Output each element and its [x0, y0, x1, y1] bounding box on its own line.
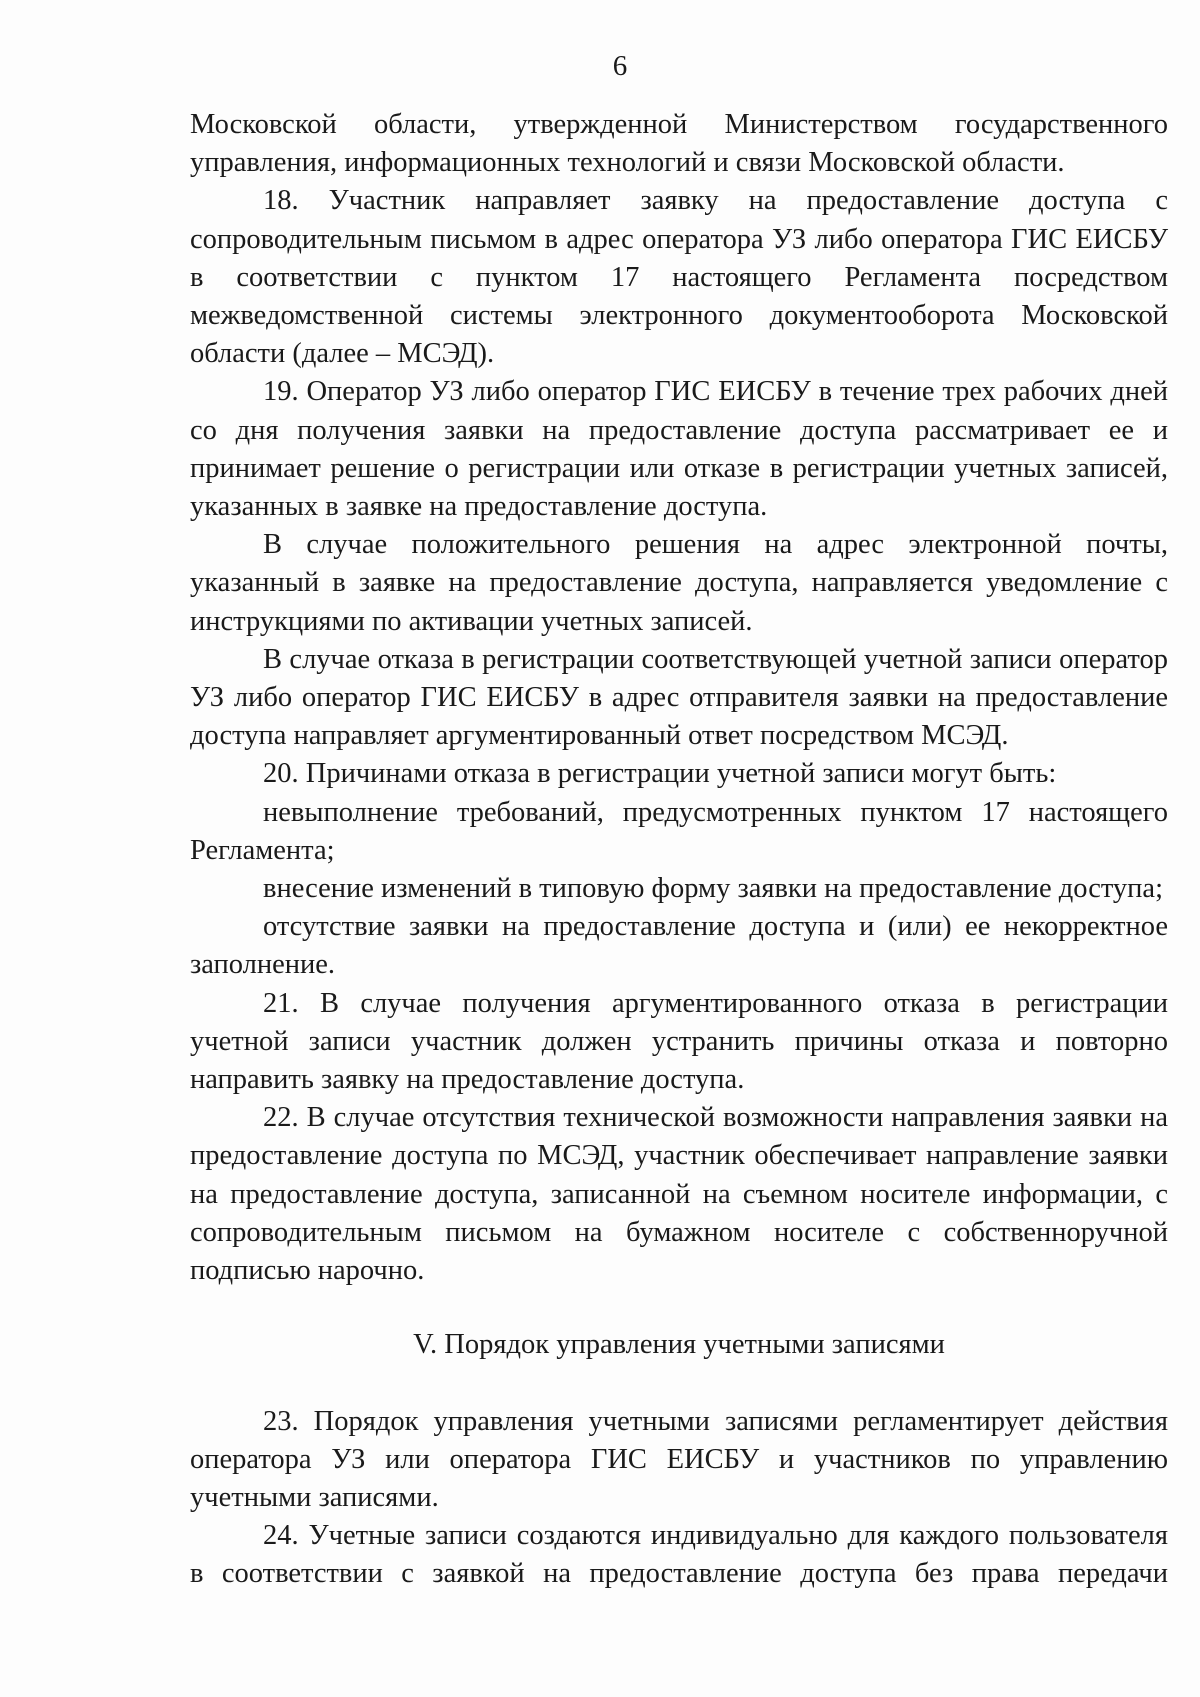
- section-heading: V. Порядок управления учетными записями: [413, 1329, 945, 1361]
- paragraph-19: 19. Оператор УЗ либо оператор ГИС ЕИСБУ в течение трех рабочих дней со дня получения заявки на предоставление доступа рассматривает ее и принимает решение о регистрации или отказе в регистрации учетных записей, указанных в заявке на предоставление доступа.: [190, 376, 1168, 523]
- refusal-reason-2: внесение изменений в типовую форму заявки на предоставление доступа;: [263, 873, 1164, 905]
- paragraph-positive-decision: В случае положительного решения на адрес электронной почты, указанный в заявке на предоставление доступа, направляется уведомление с инструкциями по активации учетных записей.: [190, 529, 1168, 637]
- paragraph-20: 20. Причинами отказа в регистрации учетной записи могут быть:: [263, 758, 1057, 790]
- paragraph-23: 23. Порядок управления учетными записями регламентирует действия оператора УЗ или оператора ГИС ЕИСБУ и участников по управлению учетными записями.: [190, 1405, 1168, 1513]
- paragraph-21: 21. В случае получения аргументированного отказа в регистрации учетной записи участник должен устранить причины отказа и повторно направить заявку на предоставление доступа.: [190, 987, 1168, 1096]
- page-number: 6: [612, 50, 628, 82]
- document-body: [190, 106, 1168, 1594]
- paragraph-18: 18. Участник направляет заявку на предоставление доступа с сопроводительным письмом в адрес оператора УЗ либо оператора ГИС ЕИСБУ в соответствии с пунктом 17 настоящего Регламента посредством межведомственной системы электронного документооборота Московской области (далее – МСЭД).: [190, 185, 1168, 370]
- refusal-reason-3: отсутствие заявки на предоставление доступа и (или) ее некорректное заполнение.: [190, 911, 1168, 981]
- paragraph-24: 24. Учетные записи создаются индивидуально для каждого пользователя в соответствии с заявкой на предоставление доступа без права передачи: [190, 1520, 1168, 1590]
- paragraph-continuation: Московской области, утвержденной Министерством государственного управления, информационных технологий и связи Московской области.: [190, 109, 1168, 179]
- paragraph-refusal-response: В случае отказа в регистрации соответствующей учетной записи оператор УЗ либо оператор ГИС ЕИСБУ в адрес отправителя заявки на предоставление доступа направляет аргументированный ответ посредством МСЭД.: [190, 643, 1168, 752]
- refusal-reason-1: невыполнение требований, предусмотренных пунктом 17 настоящего Регламента;: [190, 796, 1168, 866]
- paragraph-22: 22. В случае отсутствия технической возможности направления заявки на предоставление доступа по МСЭД, участник обеспечивает направление заявки на предоставление доступа, записанной на съемном носителе информации, с сопроводительным письмом на бумажном носителе с собственноручной подписью нарочно.: [190, 1102, 1168, 1287]
